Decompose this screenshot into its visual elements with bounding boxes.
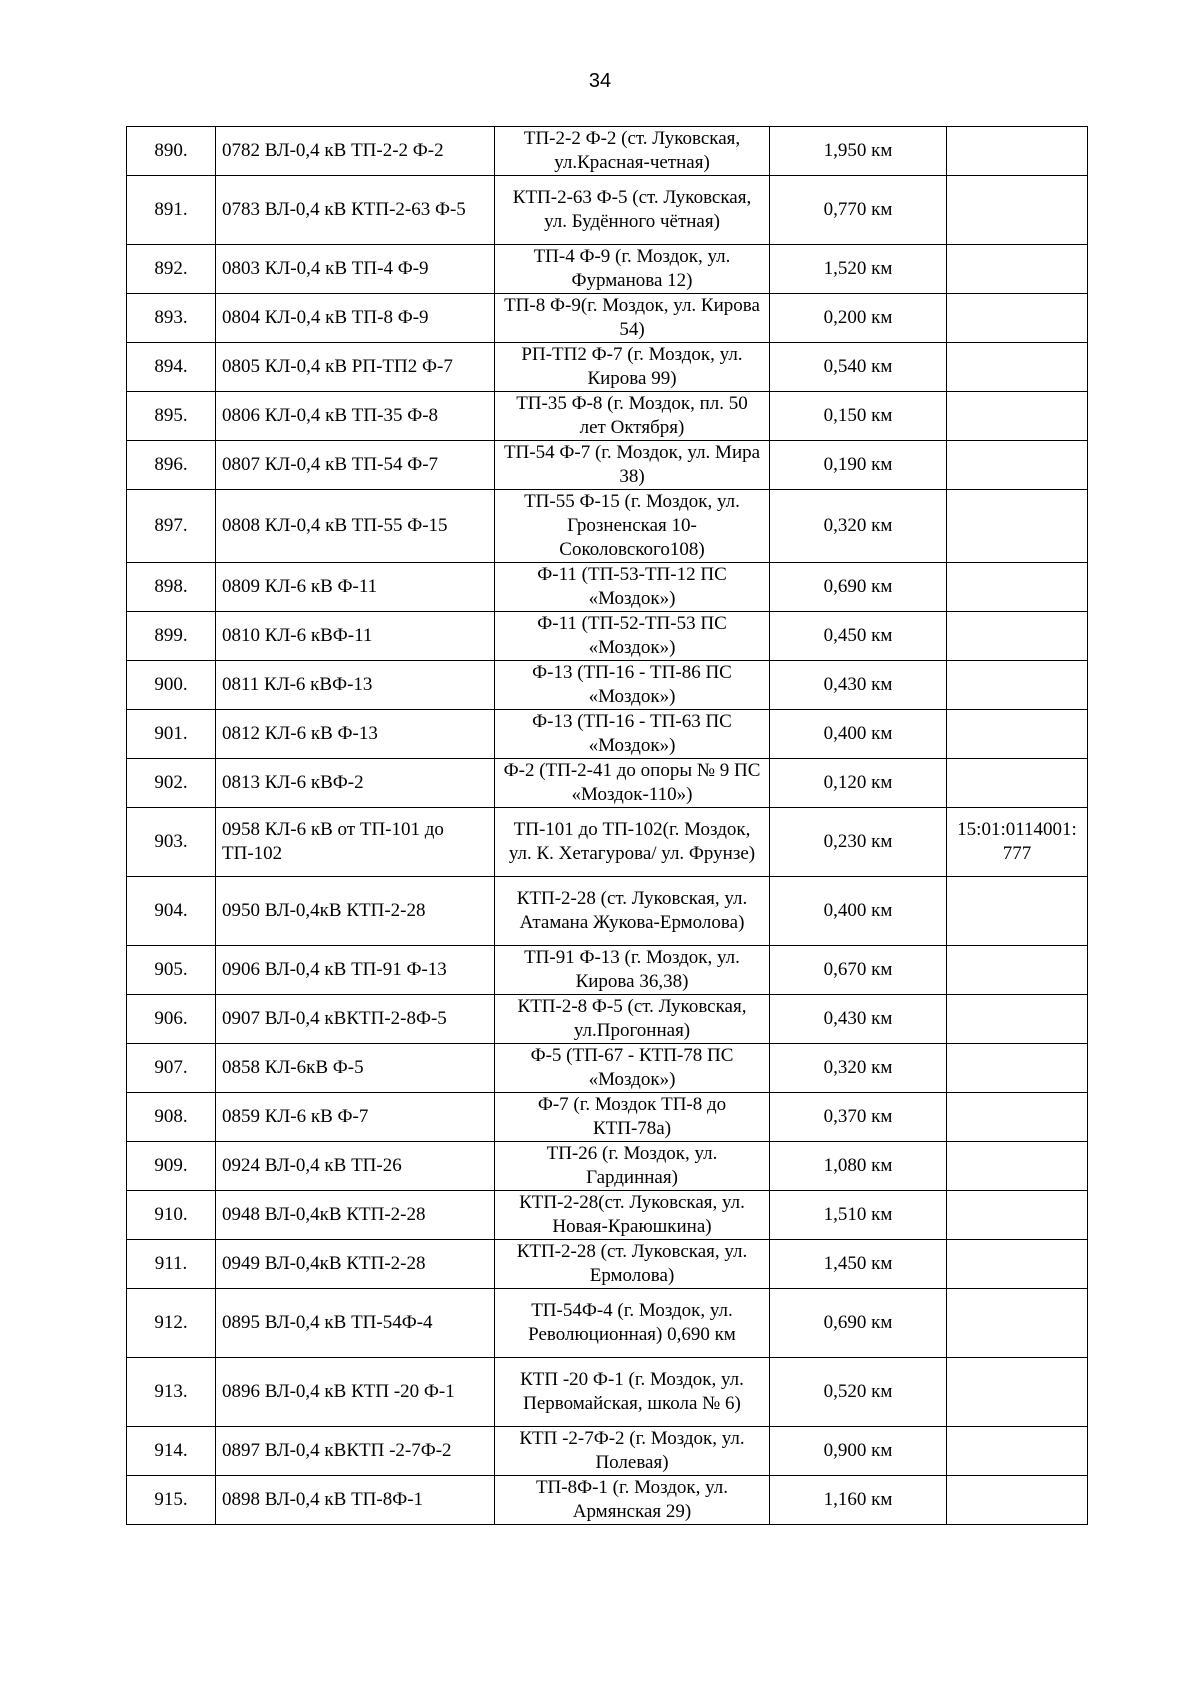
- registry-table-body: [127, 127, 1088, 1525]
- table-row: [127, 245, 1088, 294]
- cadastral-number-cell: [947, 563, 1088, 612]
- object-name-cell: 0813 КЛ-6 кВФ-2: [216, 759, 495, 808]
- cadastral-number-cell: [947, 127, 1088, 176]
- row-number-cell: 912.: [127, 1289, 216, 1358]
- location-cell: ТП-26 (г. Моздок, ул. Гардинная): [495, 1142, 770, 1191]
- cadastral-number-cell: [947, 759, 1088, 808]
- location-cell: Ф-13 (ТП-16 - ТП-86 ПС «Моздок»): [495, 661, 770, 710]
- cadastral-number-cell: [947, 612, 1088, 661]
- object-name-cell: 0924 ВЛ-0,4 кВ ТП-26: [216, 1142, 495, 1191]
- length-cell: 0,400 км: [770, 710, 947, 759]
- length-cell: 0,190 км: [770, 441, 947, 490]
- object-name-cell: 0859 КЛ-6 кВ Ф-7: [216, 1093, 495, 1142]
- location-cell: ТП-8 Ф-9(г. Моздок, ул. Кирова 54): [495, 294, 770, 343]
- location-cell: ТП-101 до ТП-102(г. Моздок, ул. К. Хетагурова/ ул. Фрунзе): [495, 808, 770, 877]
- location-cell: КТП-2-8 Ф-5 (ст. Луковская, ул.Прогонная): [495, 995, 770, 1044]
- object-name-cell: 0907 ВЛ-0,4 кВКТП-2-8Ф-5: [216, 995, 495, 1044]
- table-row: [127, 946, 1088, 995]
- length-cell: 0,120 км: [770, 759, 947, 808]
- length-cell: 0,450 км: [770, 612, 947, 661]
- cadastral-number-cell: [947, 877, 1088, 946]
- row-number-cell: 898.: [127, 563, 216, 612]
- cadastral-number-cell: [947, 995, 1088, 1044]
- row-number-cell: 891.: [127, 176, 216, 245]
- length-cell: 0,690 км: [770, 1289, 947, 1358]
- object-name-cell: 0906 ВЛ-0,4 кВ ТП-91 Ф-13: [216, 946, 495, 995]
- cadastral-number-cell: [947, 1240, 1088, 1289]
- cadastral-number-cell: [947, 490, 1088, 563]
- row-number-cell: 890.: [127, 127, 216, 176]
- page-number: 34: [588, 70, 612, 92]
- length-cell: 0,670 км: [770, 946, 947, 995]
- object-name-cell: 0896 ВЛ-0,4 кВ КТП -20 Ф-1: [216, 1358, 495, 1427]
- cadastral-number-cell: [947, 392, 1088, 441]
- table-row: [127, 127, 1088, 176]
- location-cell: Ф-11 (ТП-53-ТП-12 ПС «Моздок»): [495, 563, 770, 612]
- table-row: [127, 877, 1088, 946]
- object-name-cell: 0803 КЛ-0,4 кВ ТП-4 Ф-9: [216, 245, 495, 294]
- length-cell: 1,160 км: [770, 1476, 947, 1525]
- location-cell: ТП-54Ф-4 (г. Моздок, ул. Революционная) 0,690 км: [495, 1289, 770, 1358]
- length-cell: 0,320 км: [770, 490, 947, 563]
- length-cell: 1,510 км: [770, 1191, 947, 1240]
- location-cell: КТП -2-7Ф-2 (г. Моздок, ул. Полевая): [495, 1427, 770, 1476]
- row-number-cell: 908.: [127, 1093, 216, 1142]
- table-row: [127, 759, 1088, 808]
- length-cell: 0,370 км: [770, 1093, 947, 1142]
- table-row: [127, 490, 1088, 563]
- object-name-cell: 0897 ВЛ-0,4 кВКТП -2-7Ф-2: [216, 1427, 495, 1476]
- row-number-cell: 907.: [127, 1044, 216, 1093]
- object-name-cell: 0949 ВЛ-0,4кВ КТП-2-28: [216, 1240, 495, 1289]
- object-name-cell: 0783 ВЛ-0,4 кВ КТП-2-63 Ф-5: [216, 176, 495, 245]
- object-name-cell: 0805 КЛ-0,4 кВ РП-ТП2 Ф-7: [216, 343, 495, 392]
- location-cell: ТП-2-2 Ф-2 (ст. Луковская, ул.Красная-четная): [495, 127, 770, 176]
- location-cell: Ф-13 (ТП-16 - ТП-63 ПС «Моздок»): [495, 710, 770, 759]
- table-row: [127, 1289, 1088, 1358]
- row-number-cell: 893.: [127, 294, 216, 343]
- row-number-cell: 915.: [127, 1476, 216, 1525]
- location-cell: КТП-2-28 (ст. Луковская, ул. Ермолова): [495, 1240, 770, 1289]
- cadastral-number-cell: [947, 1044, 1088, 1093]
- table-row: [127, 612, 1088, 661]
- cadastral-number-cell: [947, 1289, 1088, 1358]
- location-cell: КТП-2-28 (ст. Луковская, ул. Атамана Жукова-Ермолова): [495, 877, 770, 946]
- table-row: [127, 995, 1088, 1044]
- length-cell: 1,450 км: [770, 1240, 947, 1289]
- location-cell: ТП-4 Ф-9 (г. Моздок, ул. Фурманова 12): [495, 245, 770, 294]
- object-name-cell: 0782 ВЛ-0,4 кВ ТП-2-2 Ф-2: [216, 127, 495, 176]
- table-row: [127, 441, 1088, 490]
- table-row: [127, 563, 1088, 612]
- location-cell: Ф-11 (ТП-52-ТП-53 ПС «Моздок»): [495, 612, 770, 661]
- cadastral-number-cell: [947, 710, 1088, 759]
- cadastral-number-cell: [947, 1476, 1088, 1525]
- object-name-cell: 0809 КЛ-6 кВ Ф-11: [216, 563, 495, 612]
- table-row: [127, 1240, 1088, 1289]
- table-row: [127, 294, 1088, 343]
- length-cell: 0,430 км: [770, 661, 947, 710]
- table-row: [127, 661, 1088, 710]
- cadastral-number-cell: [947, 661, 1088, 710]
- length-cell: 0,690 км: [770, 563, 947, 612]
- object-name-cell: 0810 КЛ-6 кВФ-11: [216, 612, 495, 661]
- cadastral-number-cell: [947, 343, 1088, 392]
- row-number-cell: 900.: [127, 661, 216, 710]
- cadastral-number-cell: [947, 1093, 1088, 1142]
- cadastral-number-cell: [947, 1142, 1088, 1191]
- cadastral-number-cell: [947, 441, 1088, 490]
- table-row: [127, 1427, 1088, 1476]
- object-name-cell: 0948 ВЛ-0,4кВ КТП-2-28: [216, 1191, 495, 1240]
- location-cell: КТП -20 Ф-1 (г. Моздок, ул. Первомайская, школа № 6): [495, 1358, 770, 1427]
- object-name-cell: 0811 КЛ-6 кВФ-13: [216, 661, 495, 710]
- location-cell: Ф-5 (ТП-67 - КТП-78 ПС «Моздок»): [495, 1044, 770, 1093]
- length-cell: 1,080 км: [770, 1142, 947, 1191]
- object-name-cell: 0958 КЛ-6 кВ от ТП-101 до ТП-102: [216, 808, 495, 877]
- row-number-cell: 904.: [127, 877, 216, 946]
- table-row: [127, 1093, 1088, 1142]
- row-number-cell: 901.: [127, 710, 216, 759]
- row-number-cell: 892.: [127, 245, 216, 294]
- cadastral-number-cell: [947, 1358, 1088, 1427]
- row-number-cell: 894.: [127, 343, 216, 392]
- length-cell: 0,430 км: [770, 995, 947, 1044]
- object-name-cell: 0808 КЛ-0,4 кВ ТП-55 Ф-15: [216, 490, 495, 563]
- row-number-cell: 899.: [127, 612, 216, 661]
- location-cell: ТП-91 Ф-13 (г. Моздок, ул. Кирова 36,38): [495, 946, 770, 995]
- cadastral-number-cell: [947, 946, 1088, 995]
- location-cell: ТП-55 Ф-15 (г. Моздок, ул. Грозненская 10-Соколовского108): [495, 490, 770, 563]
- row-number-cell: 909.: [127, 1142, 216, 1191]
- row-number-cell: 910.: [127, 1191, 216, 1240]
- location-cell: ТП-54 Ф-7 (г. Моздок, ул. Мира 38): [495, 441, 770, 490]
- table-row: [127, 710, 1088, 759]
- object-name-cell: 0898 ВЛ-0,4 кВ ТП-8Ф-1: [216, 1476, 495, 1525]
- table-row: [127, 1044, 1088, 1093]
- row-number-cell: 896.: [127, 441, 216, 490]
- length-cell: 0,900 км: [770, 1427, 947, 1476]
- length-cell: 1,520 км: [770, 245, 947, 294]
- row-number-cell: 905.: [127, 946, 216, 995]
- object-name-cell: 0895 ВЛ-0,4 кВ ТП-54Ф-4: [216, 1289, 495, 1358]
- length-cell: 0,520 км: [770, 1358, 947, 1427]
- row-number-cell: 906.: [127, 995, 216, 1044]
- table-row: [127, 1358, 1088, 1427]
- table-row: [127, 176, 1088, 245]
- length-cell: 0,150 км: [770, 392, 947, 441]
- length-cell: 1,950 км: [770, 127, 947, 176]
- length-cell: 0,200 км: [770, 294, 947, 343]
- location-cell: РП-ТП2 Ф-7 (г. Моздок, ул. Кирова 99): [495, 343, 770, 392]
- location-cell: КТП-2-28(ст. Луковская, ул. Новая-Краюшкина): [495, 1191, 770, 1240]
- location-cell: КТП-2-63 Ф-5 (ст. Луковская, ул. Будённого чётная): [495, 176, 770, 245]
- table-row: [127, 392, 1088, 441]
- row-number-cell: 913.: [127, 1358, 216, 1427]
- length-cell: 0,540 км: [770, 343, 947, 392]
- cadastral-number-cell: 15:01:0114001:777: [947, 808, 1088, 877]
- row-number-cell: 911.: [127, 1240, 216, 1289]
- location-cell: ТП-35 Ф-8 (г. Моздок, пл. 50 лет Октября): [495, 392, 770, 441]
- row-number-cell: 903.: [127, 808, 216, 877]
- length-cell: 0,400 км: [770, 877, 947, 946]
- length-cell: 0,230 км: [770, 808, 947, 877]
- object-name-cell: 0812 КЛ-6 кВ Ф-13: [216, 710, 495, 759]
- length-cell: 0,320 км: [770, 1044, 947, 1093]
- table-row: [127, 808, 1088, 877]
- cadastral-number-cell: [947, 245, 1088, 294]
- table-row: [127, 343, 1088, 392]
- object-name-cell: 0806 КЛ-0,4 кВ ТП-35 Ф-8: [216, 392, 495, 441]
- length-cell: 0,770 км: [770, 176, 947, 245]
- table-row: [127, 1476, 1088, 1525]
- cadastral-number-cell: [947, 1191, 1088, 1240]
- row-number-cell: 895.: [127, 392, 216, 441]
- object-name-cell: 0807 КЛ-0,4 кВ ТП-54 Ф-7: [216, 441, 495, 490]
- location-cell: ТП-8Ф-1 (г. Моздок, ул. Армянская 29): [495, 1476, 770, 1525]
- row-number-cell: 897.: [127, 490, 216, 563]
- cadastral-number-cell: [947, 1427, 1088, 1476]
- object-name-cell: 0950 ВЛ-0,4кВ КТП-2-28: [216, 877, 495, 946]
- row-number-cell: 914.: [127, 1427, 216, 1476]
- location-cell: Ф-7 (г. Моздок ТП-8 до КТП-78а): [495, 1093, 770, 1142]
- registry-table: [126, 126, 1088, 1525]
- cadastral-number-cell: [947, 176, 1088, 245]
- object-name-cell: 0804 КЛ-0,4 кВ ТП-8 Ф-9: [216, 294, 495, 343]
- location-cell: Ф-2 (ТП-2-41 до опоры № 9 ПС «Моздок-110»): [495, 759, 770, 808]
- table-row: [127, 1191, 1088, 1240]
- cadastral-number-cell: [947, 294, 1088, 343]
- table-row: [127, 1142, 1088, 1191]
- row-number-cell: 902.: [127, 759, 216, 808]
- object-name-cell: 0858 КЛ-6кВ Ф-5: [216, 1044, 495, 1093]
